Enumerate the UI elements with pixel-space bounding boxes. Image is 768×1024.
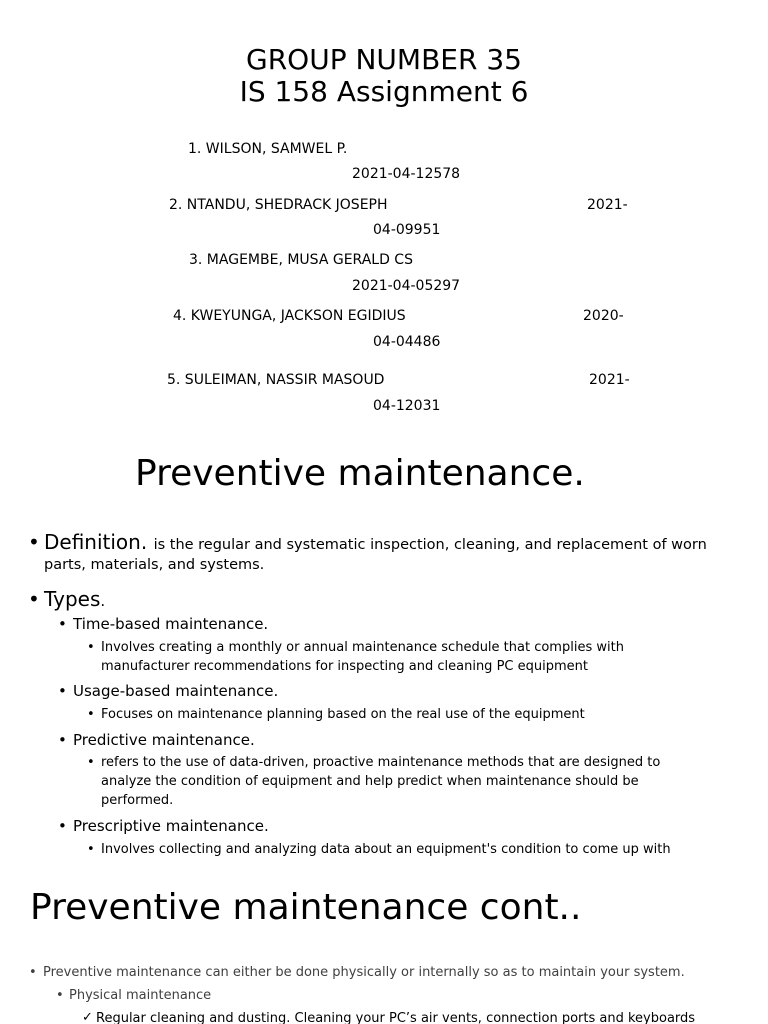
- group-number-title: GROUP NUMBER 35: [246, 43, 522, 76]
- definition-label: Definition.: [44, 530, 148, 554]
- bullet-text: Preventive maintenance can either be done physically or internally so as to maintain your system.: [43, 965, 685, 980]
- bullet-icon: •: [87, 707, 95, 722]
- member-registration-cont: 04-12031: [373, 398, 441, 414]
- bullet-icon: •: [56, 988, 64, 1003]
- type-detail: analyze the condition of equipment and help predict when maintenance should be: [101, 774, 639, 789]
- member-registration-cont: 04-04486: [373, 334, 441, 350]
- member-registration-cont: 04-09951: [373, 222, 441, 238]
- bullet-icon: •: [87, 842, 95, 857]
- member-registration: 2021-: [589, 372, 630, 388]
- types-label: Types: [44, 587, 101, 611]
- member-name: 4. KWEYUNGA, JACKSON EGIDIUS: [173, 308, 406, 324]
- type-detail: manufacturer recommendations for inspecting and cleaning PC equipment: [101, 659, 588, 674]
- slide-heading: Preventive maintenance.: [135, 453, 585, 494]
- types-item: [44, 587, 105, 611]
- type-detail: Involves collecting and analyzing data about an equipment's condition to come up with: [101, 842, 671, 857]
- sub-bullet-text: Physical maintenance: [69, 988, 212, 1003]
- check-icon: ✓: [82, 1010, 93, 1024]
- bullet-icon: •: [58, 817, 67, 835]
- type-label: Predictive maintenance.: [73, 731, 255, 749]
- bullet-icon: •: [28, 530, 40, 554]
- assignment-title: IS 158 Assignment 6: [239, 75, 529, 108]
- type-label: Time-based maintenance.: [73, 615, 269, 633]
- bullet-icon: •: [87, 640, 95, 655]
- bullet-icon: •: [58, 682, 67, 700]
- definition-text: is the regular and systematic inspection, cleaning, and replacement of worn: [153, 537, 707, 553]
- definition-text-cont: parts, materials, and systems.: [44, 557, 265, 573]
- member-registration: 2021-04-05297: [352, 278, 461, 294]
- member-registration: 2021-: [587, 197, 628, 213]
- bullet-icon: •: [87, 755, 95, 770]
- member-name: 3. MAGEMBE, MUSA GERALD CS: [189, 252, 413, 268]
- bullet-icon: •: [58, 731, 67, 749]
- slide-heading: Preventive maintenance cont..: [30, 887, 582, 928]
- bullet-icon: •: [58, 615, 67, 633]
- type-detail: performed.: [101, 793, 174, 808]
- title-slide: [0, 0, 768, 440]
- type-label: Usage-based maintenance.: [73, 682, 279, 700]
- bullet-icon: •: [29, 965, 37, 980]
- preventive-maintenance-cont-slide: [0, 866, 768, 1024]
- bullet-icon: •: [28, 587, 40, 611]
- check-item-text: Regular cleaning and dusting. Cleaning your PC’s air vents, connection ports and keyboards: [96, 1011, 696, 1024]
- member-registration: 2021-04-12578: [352, 166, 461, 182]
- type-label: Prescriptive maintenance.: [73, 817, 269, 835]
- type-detail: Involves creating a monthly or annual maintenance schedule that complies with: [101, 640, 624, 655]
- type-detail: Focuses on maintenance planning based on the real use of the equipment: [101, 707, 585, 722]
- member-registration: 2020-: [583, 308, 624, 324]
- member-name: 5. SULEIMAN, NASSIR MASOUD: [167, 372, 385, 388]
- type-detail: refers to the use of data-driven, proactive maintenance methods that are designed to: [101, 755, 661, 770]
- definition-item: [44, 530, 707, 557]
- member-name: 1. WILSON, SAMWEL P.: [188, 141, 348, 157]
- member-name: 2. NTANDU, SHEDRACK JOSEPH: [169, 197, 388, 213]
- preventive-maintenance-slide: [0, 440, 768, 866]
- types-period: .: [100, 592, 106, 610]
